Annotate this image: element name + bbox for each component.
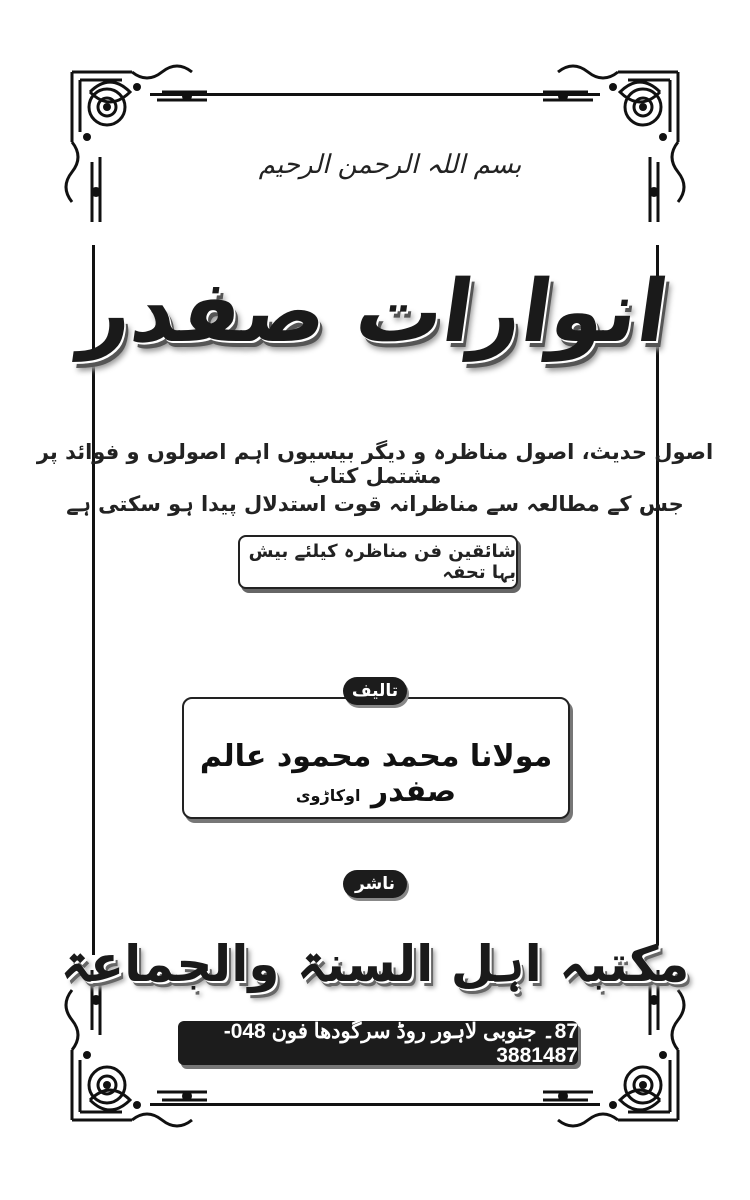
frame-bottom-line [150,1103,600,1106]
author-box [182,697,570,819]
frame-top-line [150,93,600,96]
corner-ornament-top-left [62,62,212,232]
publisher-label-badge: ناشر [343,870,407,898]
tagline-box [238,535,518,589]
bismillah-text: بسم اللہ الرحمن الرحیم [258,150,522,180]
tagline-text: شائقین فن مناظرہ کیلئے بیش بہا تحفہ [248,541,516,583]
author-name: مولانا محمد محمود عالم صفدر [199,739,553,809]
address-box [178,1021,578,1065]
author-label-badge: تالیف [343,677,407,705]
publisher-name: مکتبہ اہل السنۃ والجماعۃ [60,935,690,993]
description-line-2: جس کے مطالعہ سے مناظرانہ قوت استدلال پیدا ہو سکتی ہے [66,492,684,516]
publisher-address: 87۔ جنوبی لاہور روڈ سرگودھا فون 048-3881487 [223,1019,578,1067]
author-suffix: اوکاڑوی [295,786,361,805]
corner-ornament-top-right [538,62,688,232]
description-line-1: اصول حدیث، اصول مناظرہ و دیگر بیسیوں اہم اصولوں و فوائد پر مشتمل کتاب [36,440,714,488]
author-name-line [184,739,568,809]
book-title: انوارات صفدر [75,262,675,362]
